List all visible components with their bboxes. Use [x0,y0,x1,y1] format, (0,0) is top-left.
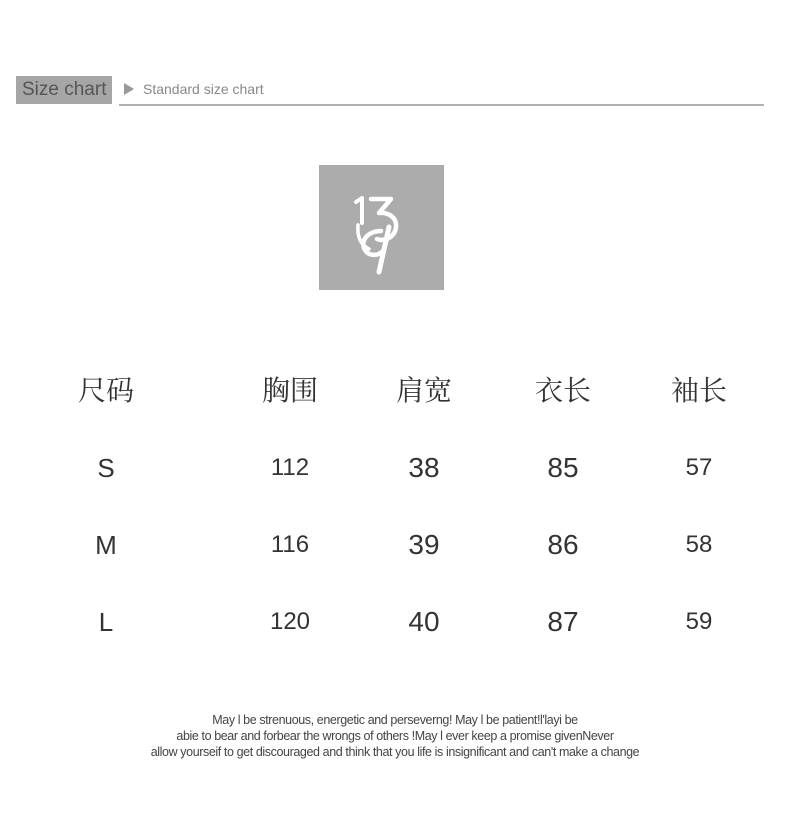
header-chest: 胸围 [261,374,318,407]
cell-shoulder: 40 [408,606,440,637]
cell-size: M [95,530,117,560]
cell-size: S [97,453,115,483]
size-chart-header [16,76,764,106]
cell-length: 87 [547,606,579,637]
cell-chest: 116 [270,531,310,558]
cell-size: L [98,607,114,637]
table-header-row [0,360,790,437]
size-table [0,360,790,668]
brand-logo-139-icon [319,165,444,290]
size-chart-tag: Size chart [16,76,112,104]
footer-line: abie to bear and forbear the wrongs of others !May l ever keep a promise givenNever [176,729,614,743]
header-length: 衣长 [534,374,591,407]
footer-line: allow yourseif to get discouraged and think that you life is insignificant and can't make a change [150,745,640,759]
table-row [0,437,790,514]
cell-length: 85 [547,452,579,483]
cell-sleeve: 59 [685,608,713,635]
cell-chest: 120 [269,608,311,635]
cell-chest: 112 [270,454,310,481]
cell-shoulder: 39 [408,529,440,560]
cell-shoulder: 38 [408,452,440,483]
header-subtitle: Standard size chart [143,81,264,97]
brand-logo [319,165,444,290]
header-shoulder: 肩宽 [395,374,452,407]
cell-length: 86 [547,529,579,560]
header-sleeve: 袖长 [670,374,727,407]
header-rule [119,76,764,106]
cell-sleeve: 57 [685,454,713,481]
cell-sleeve: 58 [685,531,713,558]
header-size: 尺码 [77,374,134,407]
triangle-right-icon [124,83,134,95]
table-row [0,591,790,668]
table-row [0,514,790,591]
footer-line: May l be strenuous, energetic and perseverng! May l be patient!l'layi be [212,713,578,727]
footer-quote [95,712,695,760]
